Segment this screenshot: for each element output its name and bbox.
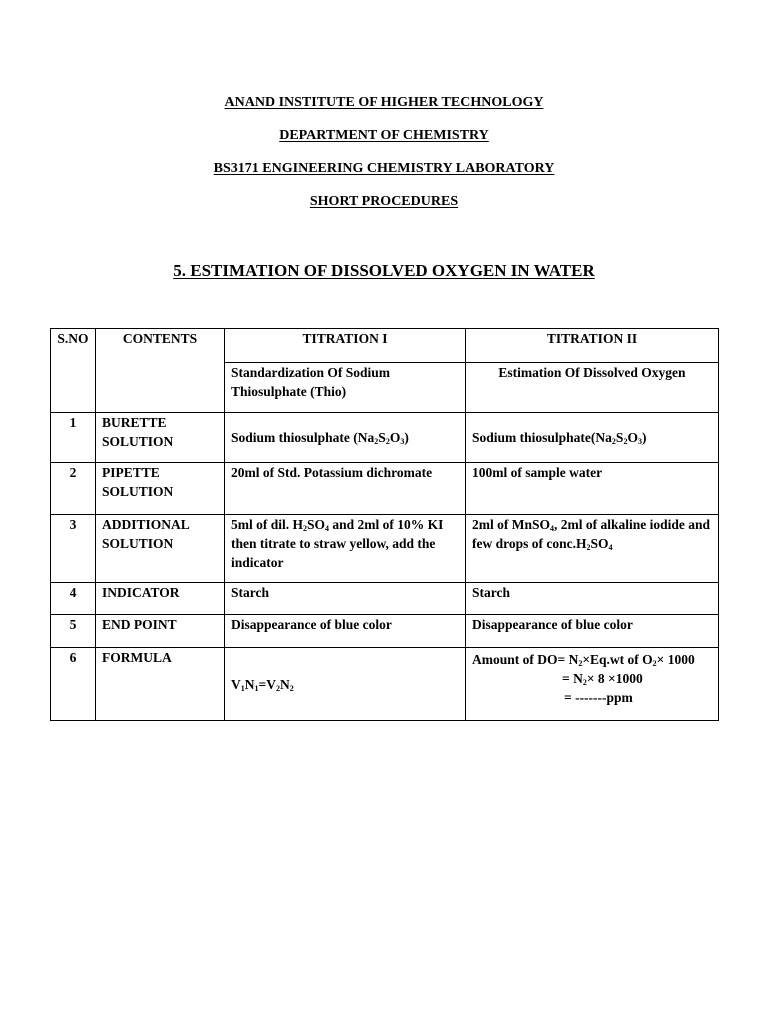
experiment-title: 5. ESTIMATION OF DISSOLVED OXYGEN IN WATER — [173, 261, 595, 280]
row-contents: PIPETTE SOLUTION — [96, 463, 225, 515]
institute-name: ANAND INSTITUTE OF HIGHER TECHNOLOGY — [224, 95, 544, 110]
formula-line-1: Amount of $DO= N_2\times Eq.wt$ of $O_2\times 1000$ — [472, 652, 695, 668]
row-contents: INDICATOR — [96, 583, 225, 615]
row-titration-1: 20ml of Std. Potassium dichromate — [225, 463, 466, 515]
table-row — [51, 515, 719, 583]
formula-line-3: = -------ppm — [564, 690, 633, 705]
row-number: 3 — [51, 515, 96, 583]
table-row — [51, 413, 719, 463]
row-titration-1: Sodium thiosulphate $(Na_2S_2O_3)$ — [225, 413, 466, 463]
row-titration-1: Disappearance of blue color — [225, 615, 466, 648]
row-titration-1: $V_1N_1=V_2N_2$ — [225, 648, 466, 721]
column-header-titration-1: TITRATION I — [225, 329, 466, 363]
table-header-row — [51, 329, 719, 363]
formula-line-2: = $N_2\times 8 \times 1000$ — [562, 671, 643, 687]
section-title: SHORT PROCEDURES — [309, 194, 459, 209]
subheader-titration-1: Standardization Of Sodium Thiosulphate (Thio) — [225, 363, 466, 413]
table-row — [51, 648, 719, 721]
row-titration-2: Starch — [466, 583, 719, 615]
row-titration-2: 2ml of MnSO$_4$, 2ml of alkaline iodide and few drops of $conc.H_2SO_4$ — [466, 515, 719, 583]
row-contents: END POINT — [96, 615, 225, 648]
column-header-sno: S.NO — [51, 329, 96, 413]
row-titration-2 — [466, 648, 719, 721]
row-contents: FORMULA — [96, 648, 225, 721]
row-number: 2 — [51, 463, 96, 515]
row-number: 4 — [51, 583, 96, 615]
subheader-titration-2: Estimation Of Dissolved Oxygen — [466, 363, 719, 413]
row-contents: BURETTE SOLUTION — [96, 413, 225, 463]
row-number: 1 — [51, 413, 96, 463]
procedure-table — [50, 328, 719, 721]
row-titration-1: Starch — [225, 583, 466, 615]
department-name: DEPARTMENT OF CHEMISTRY — [279, 128, 489, 143]
table-row — [51, 463, 719, 515]
column-header-titration-2: TITRATION II — [466, 329, 719, 363]
table-row — [51, 615, 719, 648]
course-title: BS3171 ENGINEERING CHEMISTRY LABORATORY — [213, 161, 555, 176]
row-titration-2: Disappearance of blue color — [466, 615, 719, 648]
row-contents: ADDITIONAL SOLUTION — [96, 515, 225, 583]
table-row — [51, 583, 719, 615]
row-number: 5 — [51, 615, 96, 648]
row-titration-2: 100ml of sample water — [466, 463, 719, 515]
row-titration-2: Sodium $thiosulphate(Na_2S_2O_3)$ — [466, 413, 719, 463]
column-header-contents: CONTENTS — [96, 329, 225, 413]
row-number: 6 — [51, 648, 96, 721]
row-titration-1: 5ml of dil. $H_2SO_4$ and 2ml of 10% KI then titrate to straw yellow, add the indicator — [225, 515, 466, 583]
